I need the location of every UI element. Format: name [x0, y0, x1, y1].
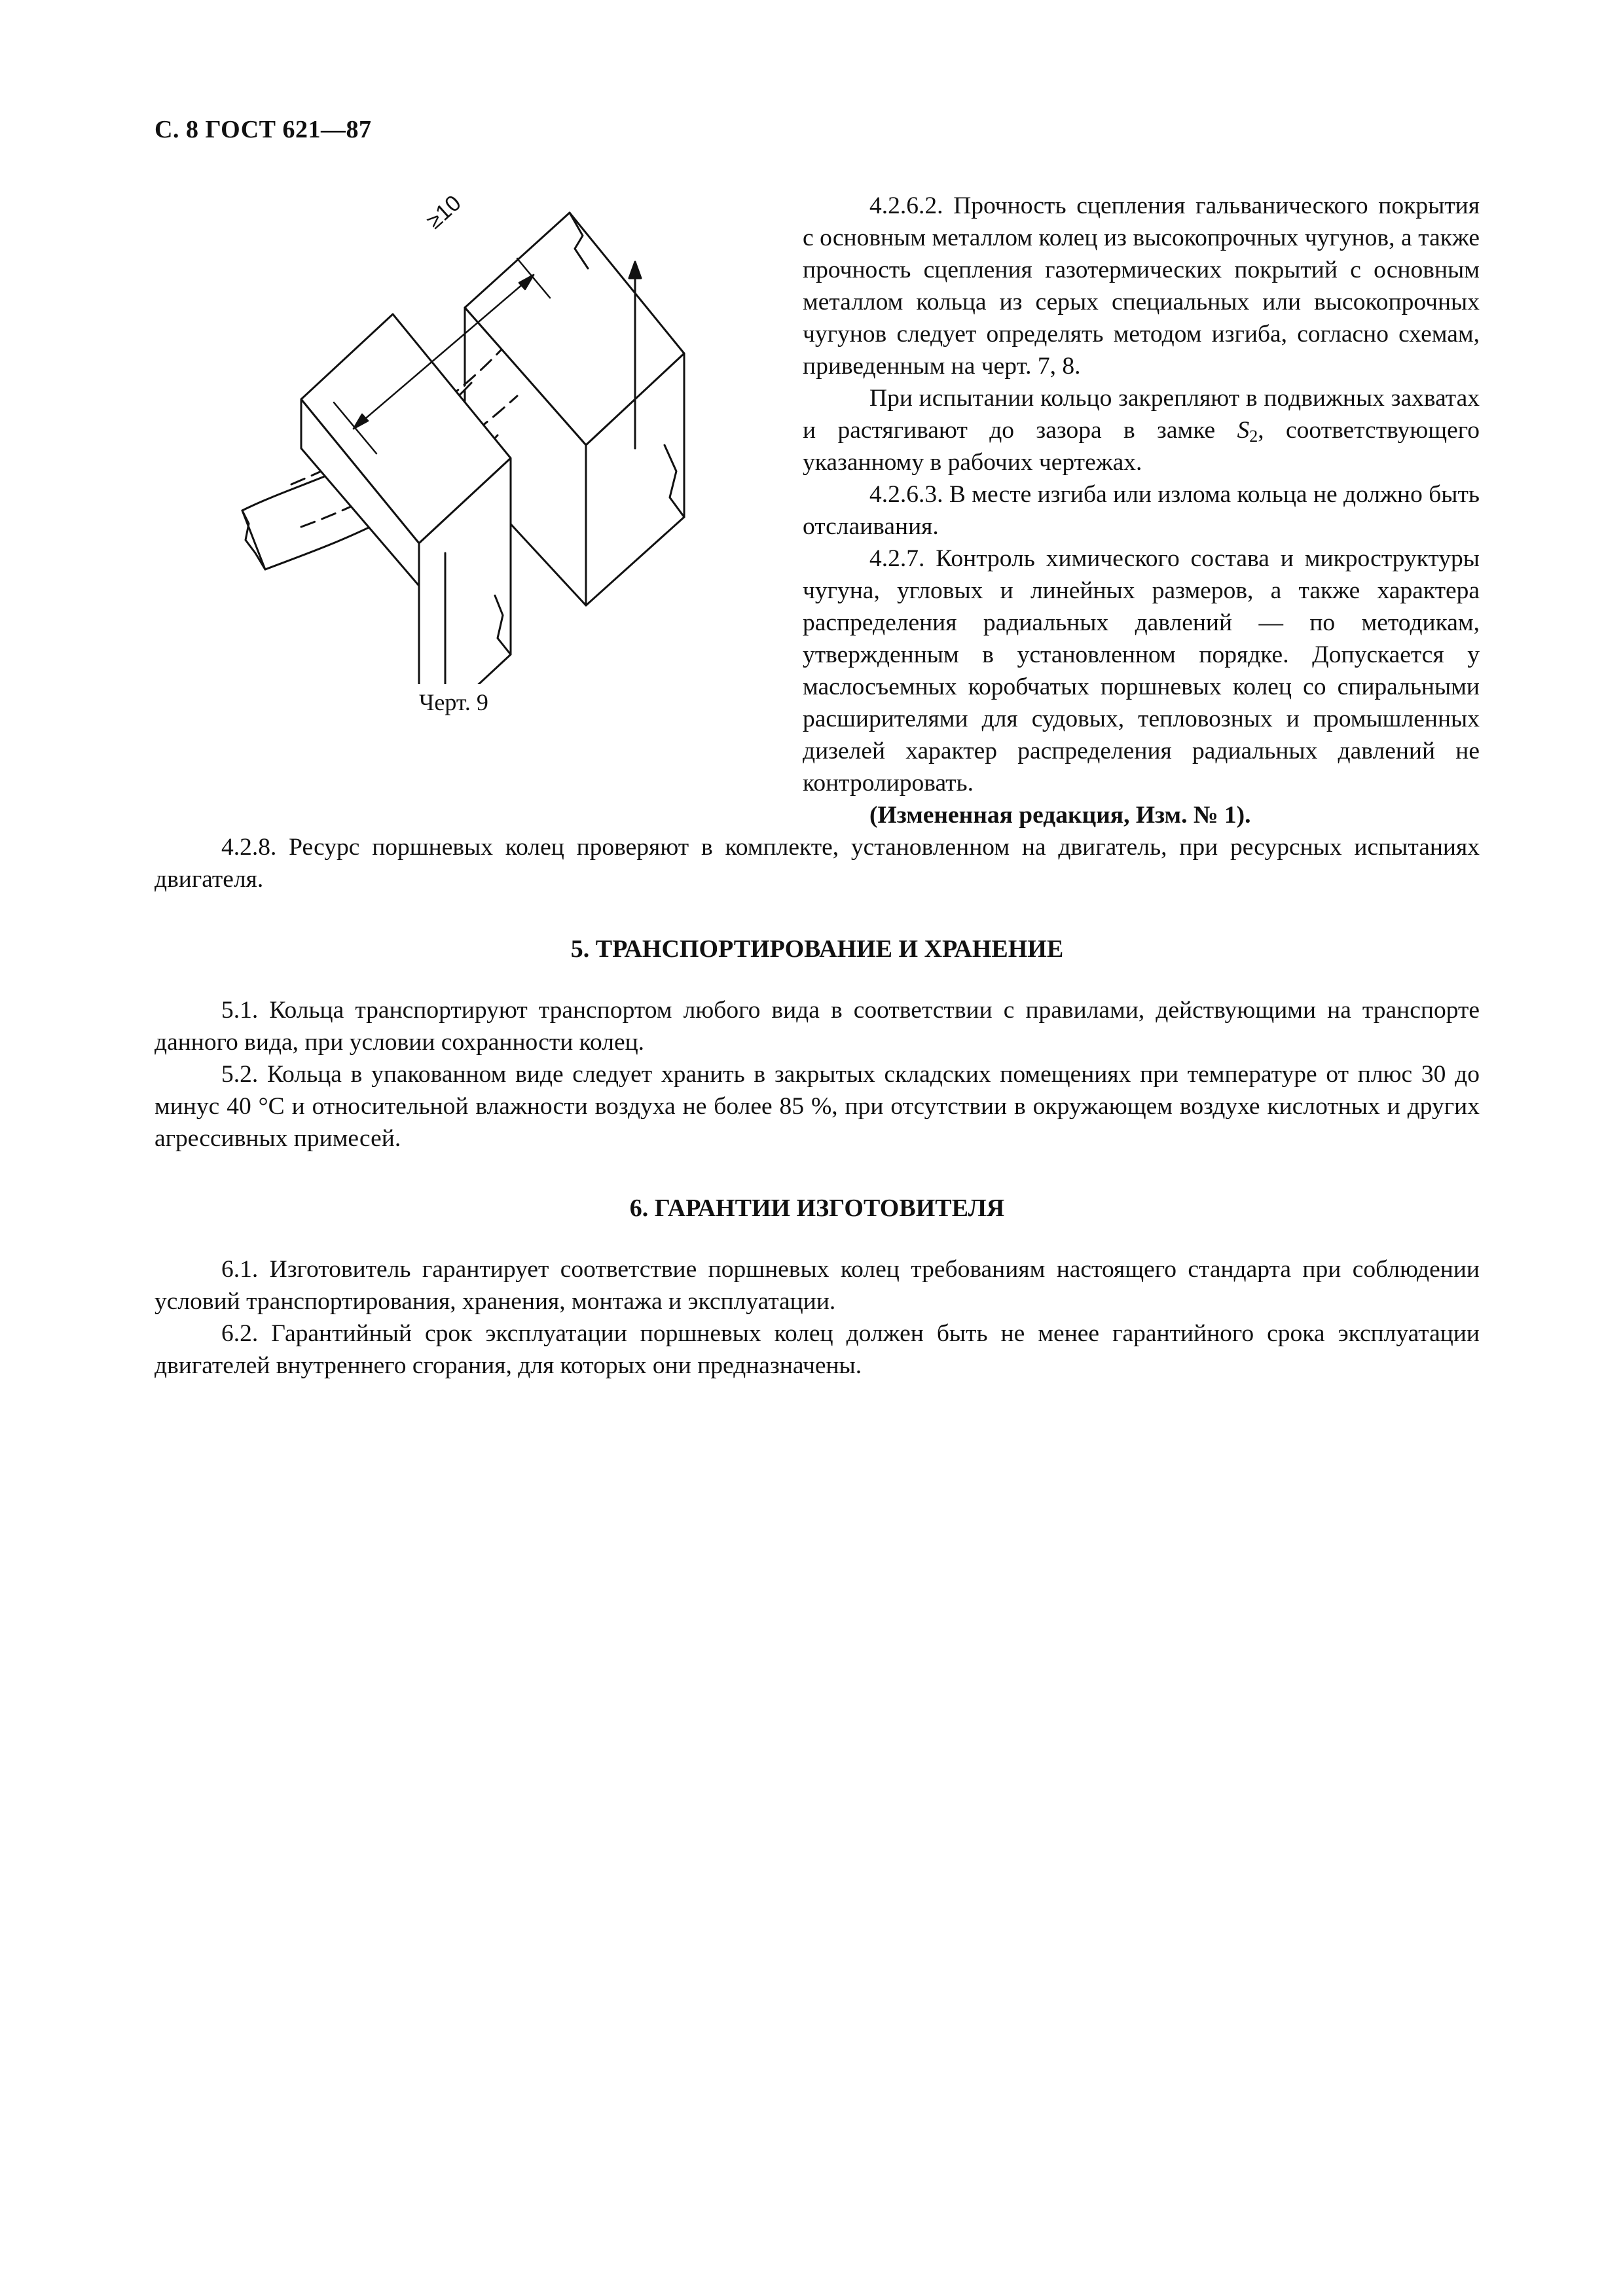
dimension-label: ≥10: [422, 190, 466, 234]
paragraph-5-1: 5.1. Кольца транспортируют транспортом любого вида в соответствии с правилами, действующими на транспорте данного вида, при условии сохранности колец.: [155, 997, 1480, 1056]
page-header: С. 8 ГОСТ 621—87: [155, 116, 372, 143]
paragraph-6-2: 6.2. Гарантийный срок эксплуатации поршневых колец должен быть не менее гарантийного срока эксплуатации двигателей внутреннего сгорания, для которых они предназначены.: [155, 1320, 1480, 1379]
gap-symbol-subscript: 2: [1249, 427, 1258, 446]
test-text-after: , соответствующего указанному в рабочих чертежах.: [803, 417, 1480, 476]
paragraph-4-2-7: 4.2.7. Контроль химического состава и микроструктуры чугуна, угловых и линейных размеров, а также характера распределения радиальных давлений — по методикам, утвержденным в установленном порядке. Допускается у маслосъемных коробчатых поршневых колец со спиральными расширителями для судовых, тепловозных и промышленных дизелей характер распределения радиальных давлений не контролировать.: [803, 545, 1480, 797]
paragraph-6-1: 6.1. Изготовитель гарантирует соответствие поршневых колец требованиям настоящего стандарта при соблюдении условий транспортирования, хранения, монтажа и эксплуатации.: [155, 1256, 1480, 1315]
figure-caption: Черт. 9: [419, 689, 488, 715]
section-6-heading: 6. ГАРАНТИИ ИЗГОТОВИТЕЛЯ: [629, 1194, 1005, 1222]
figure-space: [155, 190, 803, 805]
paragraph-4-2-8: 4.2.8. Ресурс поршневых колец проверяют в комплекте, установленном на двигатель, при ресурсных испытаниях двигателя.: [155, 834, 1480, 893]
paragraph-4-2-6-3: 4.2.6.3. В месте изгиба или излома кольца не должно быть отслаивания.: [803, 481, 1480, 540]
amendment-note: (Измененная редакция, Изм. № 1).: [869, 802, 1251, 829]
test-text-before: При испытании кольцо закрепляют в подвижных захватах и растягивают до зазора в замке: [803, 385, 1480, 444]
gap-symbol: S: [1237, 417, 1250, 444]
section-5-heading: 5. ТРАНСПОРТИРОВАНИЕ И ХРАНЕНИЕ: [570, 935, 1064, 963]
document-body: [155, 190, 1480, 1382]
paragraph-4-2-6-2: 4.2.6.2. Прочность сцепления гальванического покрытия с основным металлом колец из высокопрочных чугунов, а также прочность сцепления газотермических покрытий с основным металлом кольца из серых специальных или высокопрочных чугунов следует определять методом изгиба, согласно схемам, приведенным на черт. 7, 8.: [803, 192, 1480, 380]
paragraph-5-2: 5.2. Кольца в упакованном виде следует хранить в закрытых складских помещениях при температуре от плюс 30 до минус 40 °С и относительной влажности воздуха не более 85 %, при отсутствии в окружающем воздухе кислотных и других агрессивных примесей.: [155, 1061, 1480, 1152]
